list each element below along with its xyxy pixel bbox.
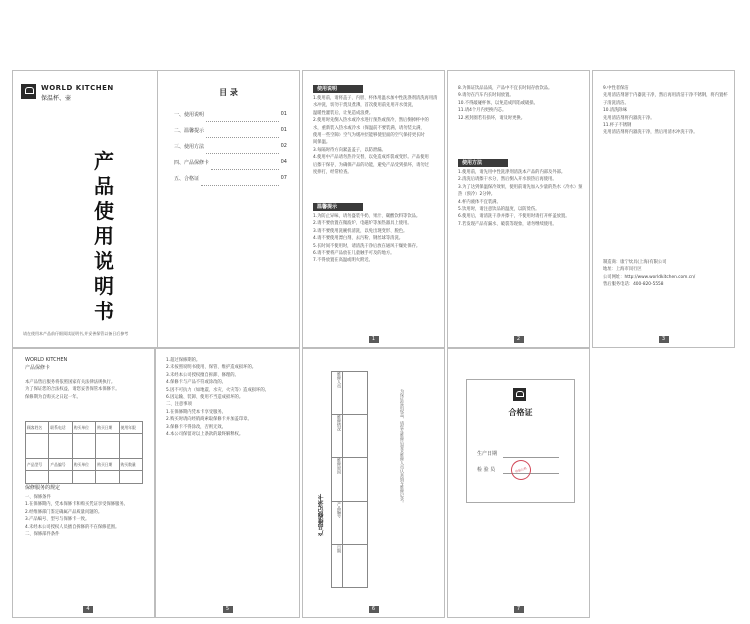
tips-cont-list: 8.为保证饮品品质，产品中不宜长时间存放饮品。 9.请勿在汽车内长时间放置。 10.不得敲碰杯体，以免造成凹陷或破损。 11.请4个月内更换内芯。 12.密封圈若有损坏，请及时更换。 [458, 86, 553, 121]
toc-item[interactable]: 五、合格证 07 [174, 175, 287, 191]
warranty-intro: 本产品售后服务将依照国家有关法律法规执行。 为了保证您的合法权益，请您妥善保管本保修卡。 保修期为自购买之日起一年。 [25, 380, 120, 400]
warranty-header-cn: 产品保修卡 [25, 365, 51, 371]
toc-item[interactable]: 一、使用说明 01 [174, 111, 287, 127]
toc-title: 目 录 [219, 88, 238, 97]
title-char: 用 [94, 224, 114, 248]
production-date-label: 生产日期 [477, 451, 498, 457]
care-page [592, 70, 735, 348]
title-char: 产 [94, 149, 114, 173]
inspector-label: 检 验 员 [477, 467, 496, 473]
method-list: 1.使用前，请先用中性洗涤剂清洗本产品的内部及外部。 2.清洗后请擦干水分，然后倒入开水预热后再使用。 3.为了达到保温保冷效果，使用前请先加入少量的热水（冷水）预热（预冷）2分钟。 4.杯内液体不宜装满。 5.饮用时，请注意饮品的温度，以防烫伤。 6.使用后，请清洗干净并擦干，不使用时请打开杯盖放置。 7.若发现产品有漏水、破裂等现象，请勿继续使用。 [458, 170, 583, 227]
repair-row: 维修原因 [332, 457, 367, 500]
care-list: 9.中性者保洁 先用清洁剂溶于内器洗干净，然后再用清洁干净不锈钢，将内置杯子清洗清洁。 10.清洗除味 先用清洁剂将内器洗干净。 11.杯子不锈钢 先用清洁剂将内器洗干净，然后用清水冲洗干净。 [603, 86, 728, 136]
date-line [503, 457, 559, 458]
warranty-rules: 一、保修条件 1.在保修期内，凭本保修卡和购买凭证享受保修服务。 2.经维修部门鉴定确属产品质量问题的。 3.产品编号、型号与保修卡一致。 4.未经本公司授权人员擅自拆修的不在保修范围。 二、保修部件条件 [25, 495, 128, 538]
page-number: 5 [223, 606, 233, 613]
warranty-card-page [12, 348, 155, 618]
repair-row: 日期 [332, 544, 367, 587]
certificate-page [447, 348, 590, 618]
exclusion-list: 1.超过保修期的。 2.未按照说明书使用、保管、维护造成损坏的。 3.未经本公司授权擅自拆卸、修理的。 4.保修卡与产品不符或涂改的。 5.因不可抗力（如地震、水灾、火灾等）造成损坏的。 6.因运输、装卸、使用不当造成损坏的。 二、注意事项 1.在保修期内凭本卡享受服务。 2.购买时请向经销商索取保修卡并加盖印章。 3.保修卡不得涂改，否则无效。 4.本公司保留对以上条款的最终解释权。 [166, 358, 269, 438]
repair-table [331, 371, 368, 588]
certificate-title: 合格证 [508, 408, 533, 417]
table-cell: 产品型号 [26, 459, 49, 471]
brand-logo [21, 84, 36, 99]
logo-mark-icon [25, 87, 34, 94]
toc-item[interactable]: 三、使用方法 02 [174, 143, 287, 159]
brand-logo [513, 388, 526, 401]
usage-list: 1.使用前，请将盖子、内胆、杯体用温水加中性洗涤剂清洗再用清水冲洗，切勿干烧及煮沸，首次使用前先用开水烫洗， 温暖性灌装后，让免造成浪费。 2.使用时先倒入热水或冷水进行预热或预冷，然后倒掉杯中的 水，重新装入热水或冷水（保温前不要装满，请勿装太满， 使用一些空隙）空气为缓冲层能够使里面的空气保持更长时 间保温。 3.每隔时待方向紧盖盖子，以防泄漏。 4.使用中产品请勿热冷交替，以免造成炸裂或变形。产品使用 后擦干保存，为确保产品的功能，避免产品受到损坏，请勿过 度摔打，经常检查。 [313, 96, 438, 176]
title-char: 品 [94, 174, 114, 198]
page-number: 3 [659, 336, 669, 343]
toc-item[interactable]: 四、产品保修卡 04 [174, 159, 287, 175]
repair-row: 产品编号 [332, 501, 367, 544]
section-heading: 温馨提示 [313, 203, 363, 211]
page-number: 1 [369, 336, 379, 343]
cover-footer: 请在使用本产品前仔细阅读说明书,并妥善保管以备日后参考 [23, 331, 129, 336]
section-heading: 保修服务的规定 [25, 485, 61, 491]
company-info: 制造商：康宁炊具(上海)有限公司 地址：上海市闵行区 公司网址：http://www.worldkitchen.com.cn/ 售后服务电话：400-820-5558 [603, 260, 696, 288]
warranty-header-en: WORLD KITCHEN [25, 357, 68, 363]
qc-stamp-text: 检验合格 [514, 466, 528, 474]
section-heading: 使用方法 [458, 159, 508, 167]
logo-mark-icon [516, 391, 524, 397]
table-cell: 购买单位 [72, 459, 95, 471]
title-char: 明 [94, 274, 114, 298]
warranty-table [25, 421, 143, 484]
page-number: 2 [514, 336, 524, 343]
repair-row: 维修情况 [332, 414, 367, 457]
title-char: 说 [94, 249, 114, 273]
brand-name-cn: 保温杯、壶 [41, 95, 72, 102]
title-char: 书 [94, 299, 114, 323]
title-vertical [93, 149, 115, 324]
table-cell: 购买日期 [96, 422, 119, 434]
repair-record-page [302, 348, 445, 618]
usage-page [302, 70, 445, 348]
toc-page [157, 70, 300, 348]
method-page [447, 70, 590, 348]
tips-list: 1.为防止异味，请勿盛装牛奶、果汁、碳酸饮料等饮品。 2.请不要放置在微波炉、电磁炉等加热器具上使用。 3.请不要使用洗碗机清洗，以免出现变形、脱色。 4.请不要使用漂白剂、去污粉、钢丝球等清洗。 5.长时间不使用时，请清洗干净后放在通风干燥处保存。 6.请不要将产品放在儿童触手可及的地方。 7.不得放置在高温或明火附近。 [313, 214, 421, 264]
table-cell: 购买数量 [119, 459, 142, 471]
certificate-card [466, 379, 575, 503]
table-cell: 使用年限 [119, 422, 142, 434]
repair-record-title: 产品维修记录卡 [318, 494, 325, 536]
table-cell: 联系电话 [49, 422, 72, 434]
repair-row: 维修人员 [332, 372, 367, 414]
page-number: 6 [369, 606, 379, 613]
page-number: 4 [83, 606, 93, 613]
brand-name-en: WORLD KITCHEN [41, 84, 114, 92]
title-char: 使 [94, 199, 114, 223]
table-cell: 购买日期 [96, 459, 119, 471]
toc-item[interactable]: 二、温馨提示 01 [174, 127, 287, 143]
qc-stamp-icon [508, 457, 533, 482]
repair-note: 为保证您的权益，请您在维修后要求维修人员认真填写维修记录。 [400, 389, 405, 505]
warranty-rules-page [155, 348, 300, 618]
table-cell: 购买单位 [72, 422, 95, 434]
toc-list [174, 111, 287, 191]
table-cell: 顾客姓名 [26, 422, 49, 434]
table-cell: 产品编号 [49, 459, 72, 471]
section-heading: 使用说明 [313, 85, 363, 93]
page-number: 7 [514, 606, 524, 613]
